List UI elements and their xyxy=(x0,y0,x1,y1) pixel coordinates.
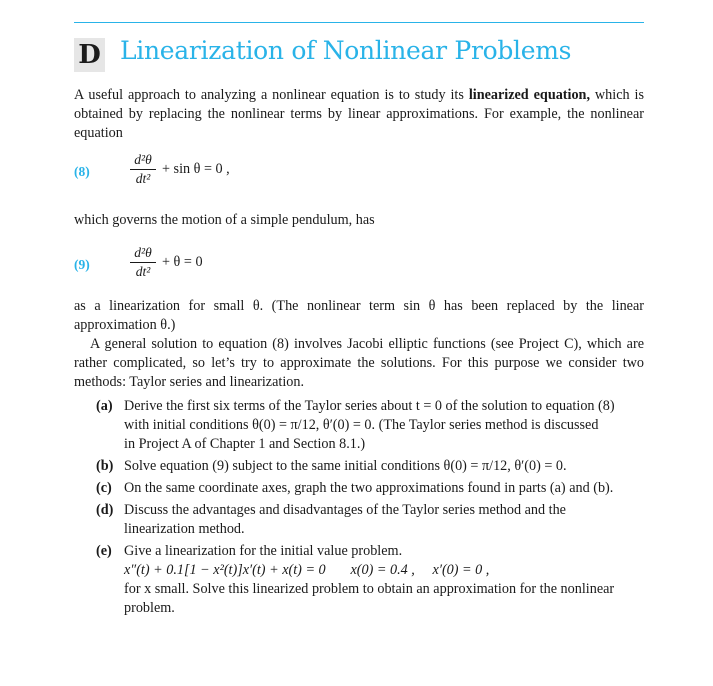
item-text xyxy=(124,457,644,476)
initial-value-problem-equation: x″(t) + 0.1[1 − x²(t)]x′(t) + x(t) = 0 x(0) = 0.4 , x′(0) = 0 , xyxy=(124,562,490,578)
fraction-denominator: dt² xyxy=(135,264,151,279)
exercise-item-c xyxy=(96,479,644,498)
intro-text-1: A useful approach to analyzing a nonlinear equation is to study its xyxy=(74,87,469,103)
section-letter-badge: D xyxy=(74,38,105,72)
page-title: Linearization of Nonlinear Problems xyxy=(120,36,572,65)
header-rule xyxy=(74,22,644,23)
item-label: (c) xyxy=(96,480,112,496)
item-text xyxy=(124,397,644,454)
item-label: (b) xyxy=(96,458,114,474)
fraction-numerator: d²θ xyxy=(134,245,152,260)
item-text xyxy=(124,479,644,498)
item-line: problem. xyxy=(124,600,175,616)
derivative-fraction xyxy=(130,152,156,187)
intro-text-2: which is obtained by replacing the nonlinear terms by linear approximations. For example, the nonlinear equation xyxy=(74,87,644,141)
item-line: Solve equation (9) subject to the same initial conditions θ(0) = π/12, θ′(0) = 0. xyxy=(124,458,567,474)
fraction-bar xyxy=(130,262,156,263)
derivative-fraction xyxy=(130,245,156,280)
item-line: for x small. Solve this linearized problem to obtain an approximation for the nonlinear xyxy=(124,581,615,597)
equation-number: (9) xyxy=(74,257,90,272)
exercise-item-b xyxy=(96,457,644,476)
equation-9 xyxy=(74,245,474,289)
general-solution-paragraph xyxy=(74,335,644,392)
intro-bold-term: linearized equation, xyxy=(468,87,590,103)
item-label: (d) xyxy=(96,502,114,518)
between-text: which governs the motion of a simple pendulum, has xyxy=(74,212,375,228)
item-text xyxy=(124,542,644,618)
equation-rest: + sin θ = 0 , xyxy=(162,161,230,177)
item-line: Derive the first six terms of the Taylor series about t = 0 of the solution to equation (8) xyxy=(124,398,615,414)
equation-rest: + θ = 0 xyxy=(162,254,203,270)
exercise-item-a xyxy=(96,397,644,454)
exercise-item-d xyxy=(96,501,644,539)
intro-paragraph xyxy=(74,86,644,143)
item-line: Give a linearization for the initial value problem. xyxy=(124,543,403,559)
fraction-numerator: d²θ xyxy=(134,152,152,167)
paragraph-text: A general solution to equation (8) involves Jacobi elliptic functions (see Project C), which are rather complicated, so let’s try to approximate the solutions. For this purpose we consider two methods: Taylor series and linearization. xyxy=(74,336,644,390)
exercise-list xyxy=(96,397,644,621)
item-line: in Project A of Chapter 1 and Section 8.1.) xyxy=(124,436,366,452)
item-line: Discuss the advantages and disadvantages of the Taylor series method and the xyxy=(124,502,566,518)
linearization-note: as a linearization for small θ. (The nonlinear term sin θ has been replaced by the linear approximation θ.) xyxy=(74,298,644,333)
exercise-item-e xyxy=(96,542,644,618)
item-text xyxy=(124,501,644,539)
item-line: On the same coordinate axes, graph the two approximations found in parts (a) and (b). xyxy=(124,480,614,496)
item-line: linearization method. xyxy=(124,521,245,537)
equation-8 xyxy=(74,152,474,196)
item-label: (a) xyxy=(96,398,113,414)
item-label: (e) xyxy=(96,543,112,559)
fraction-denominator: dt² xyxy=(135,171,151,186)
fraction-bar xyxy=(130,169,156,170)
item-line: with initial conditions θ(0) = π/12, θ′(0) = 0. (The Taylor series method is discussed xyxy=(124,417,599,433)
equation-number: (8) xyxy=(74,164,90,179)
